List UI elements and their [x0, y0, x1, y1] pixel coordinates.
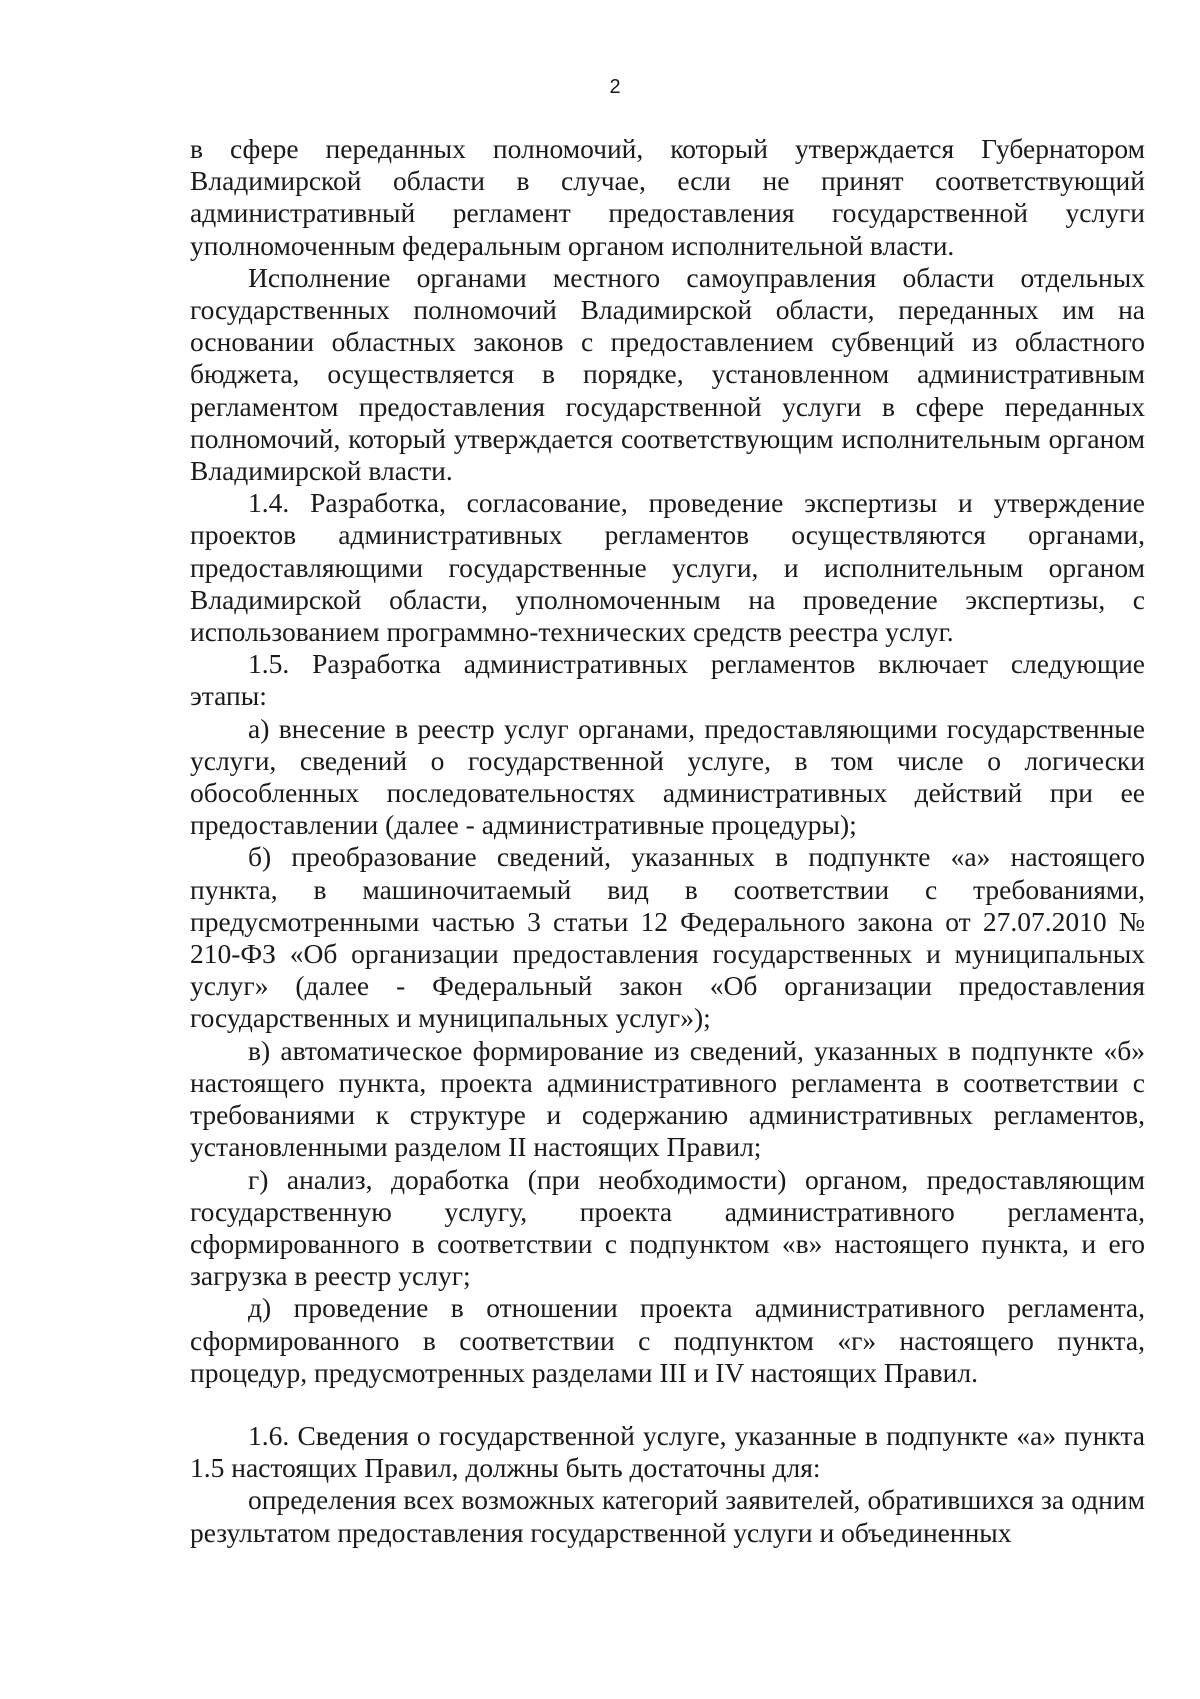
- document-body: [190, 133, 1145, 1549]
- paragraph-continuation: в сфере переданных полномочий, который утверждается Губернатором Владимирской области в случае, если не принят соответствующий административный регламент предоставления государственной услуги уполномоченным федеральным органом исполнительной власти.: [190, 133, 1145, 261]
- list-item-a: а) внесение в реестр услуг органами, предоставляющими государственные услуги, сведений о государственной услуге, в том числе о логически обособленных последовательностях административных действий при ее предоставлении (далее - административные процедуры);: [190, 712, 1145, 841]
- list-item-g: г) анализ, доработка (при необходимости) органом, предоставляющим государственную услугу, проекта административного регламента, сформированного в соответствии с подпунктом «в» настоящего пункта, и его загрузка в реестр услуг;: [190, 1163, 1145, 1292]
- paragraph-1-5: 1.5. Разработка административных регламентов включает следующие этапы:: [190, 648, 1145, 712]
- page-number: 2: [609, 76, 621, 98]
- paragraph-1-4: 1.4. Разработка, согласование, проведение экспертизы и утверждение проектов административных регламентов осуществляются органами, предоставляющими государственные услуги, и исполнительным органом Владимирской области, уполномоченным на проведение экспертизы, с использованием программно-технических средств реестра услуг.: [190, 487, 1145, 648]
- paragraph-1-6: 1.6. Сведения о государственной услуге, указанные в подпункте «а» пункта 1.5 настоящих Правил, должны быть достаточны для:: [190, 1419, 1145, 1484]
- list-item-b: б) преобразование сведений, указанных в подпункте «а» настоящего пункта, в машиночитаемый вид в соответствии с требованиями, предусмотренными частью 3 статьи 12 Федерального закона от 27.07.2010 № 210-ФЗ «Об организации предоставления государственных и муниципальных услуг» (далее - Федеральный закон «Об организации предоставления государственных и муниципальных услуг»);: [190, 841, 1145, 1034]
- list-item-v: в) автоматическое формирование из сведений, указанных в подпункте «б» настоящего пункта, проекта административного регламента в соответствии с требованиями к структуре и содержанию административных регламентов, установленными разделом II настоящих Правил;: [190, 1034, 1145, 1163]
- paragraph-categories: определения всех возможных категорий заявителей, обратившихся за одним результатом предоставления государственной услуги и объединенных: [190, 1484, 1145, 1548]
- paragraph-local-government: Исполнение органами местного самоуправления области отдельных государственных полномочий Владимирской области, переданных им на основании областных законов с предоставлением субвенций из областного бюджета, осуществляется в порядке, установленном административным регламентом предоставления государственной услуги в сфере переданных полномочий, который утверждается соответствующим исполнительным органом Владимирской власти.: [190, 261, 1145, 487]
- list-item-d: д) проведение в отношении проекта административного регламента, сформированного в соответствии с подпунктом «г» настоящего пункта, процедур, предусмотренных разделами III и IV настоящих Правил.: [190, 1292, 1145, 1388]
